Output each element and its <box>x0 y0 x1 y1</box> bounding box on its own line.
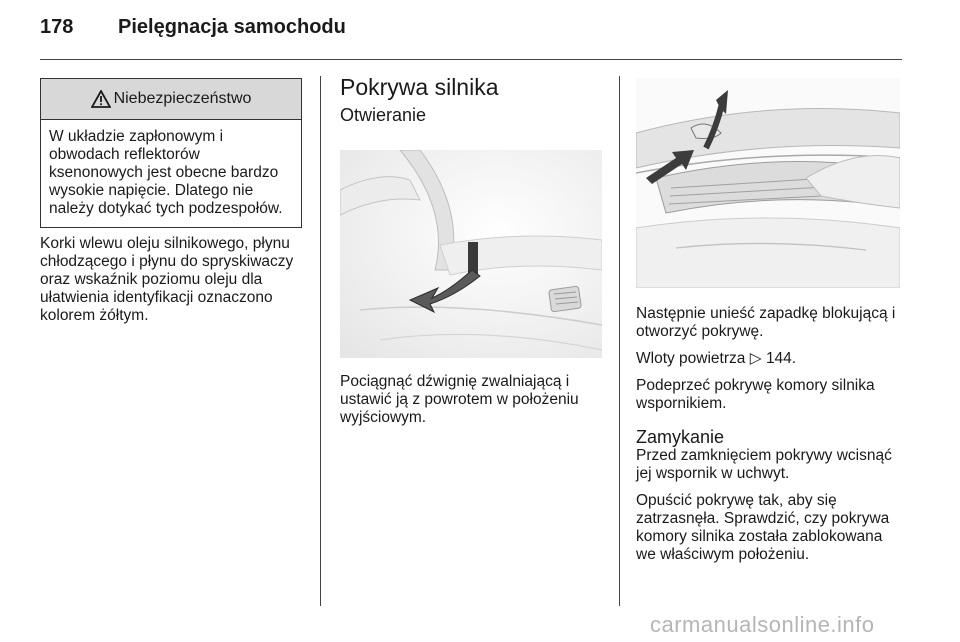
danger-warning-box <box>40 78 302 228</box>
right-column-text <box>636 305 904 564</box>
air-inlets-paragraph <box>636 350 904 368</box>
air-inlets-page-ref[interactable]: 144. <box>765 350 797 367</box>
page-number: 178 <box>40 16 74 38</box>
opening-subheading: Otwieranie <box>340 105 427 125</box>
hood-opening-illustration <box>636 78 900 288</box>
middle-column <box>340 74 610 125</box>
section-heading: Pokrywa silnika <box>340 74 499 100</box>
warning-header <box>41 79 301 120</box>
section-title: Pielęgnacja samochodu <box>118 16 346 38</box>
column-divider-right <box>619 76 620 606</box>
release-lever-drawing <box>340 150 602 358</box>
page-header <box>40 16 346 39</box>
column-divider-left <box>320 76 321 606</box>
release-lever-caption: Pociągnąć dźwignię zwalniającą i ustawić ją z powrotem w położeniu wyjściowym. <box>340 373 579 426</box>
support-hood-paragraph: Podeprzeć pokrywę komory silnika wspornikiem. <box>636 377 875 412</box>
press-support-paragraph: Przed zamknięciem pokrywy wcisnąć jej wspornik w uchwyt. <box>636 447 892 482</box>
warning-triangle-icon <box>91 90 111 108</box>
watermark: carmanualsonline.info <box>650 612 875 637</box>
page-reference-arrow-icon: ▷ <box>749 350 762 367</box>
left-paragraph: Korki wlewu oleju silnikowego, płynu chłodzącego i płynu do spryskiwaczy oraz wskaźnik poziomu oleju dla ułatwienia identyfikacji oznaczono kolorem żółtym. <box>40 235 294 324</box>
lift-catch-paragraph: Następnie unieść zapadkę blokującą i otworzyć pokrywę. <box>636 305 896 340</box>
release-lever-illustration <box>340 150 602 358</box>
close-hood-paragraph: Opuścić pokrywę tak, aby się zatrzasnęła. Sprawdzić, czy pokrywa komory silnika została zablokowana we właściwym położeniu. <box>636 492 890 563</box>
closing-subheading: Zamykanie <box>636 427 725 447</box>
air-inlets-text: Wloty powietrza <box>636 350 750 367</box>
warning-title: Niebezpieczeństwo <box>113 90 252 107</box>
warning-text: W układzie zapłonowym i obwodach reflektorów ksenonowych jest obecne bardzo wysokie napięcie. Dlatego nie należy dotykać tych podzespołów. <box>49 128 283 217</box>
hood-opening-drawing <box>636 78 900 288</box>
header-rule <box>40 59 902 60</box>
